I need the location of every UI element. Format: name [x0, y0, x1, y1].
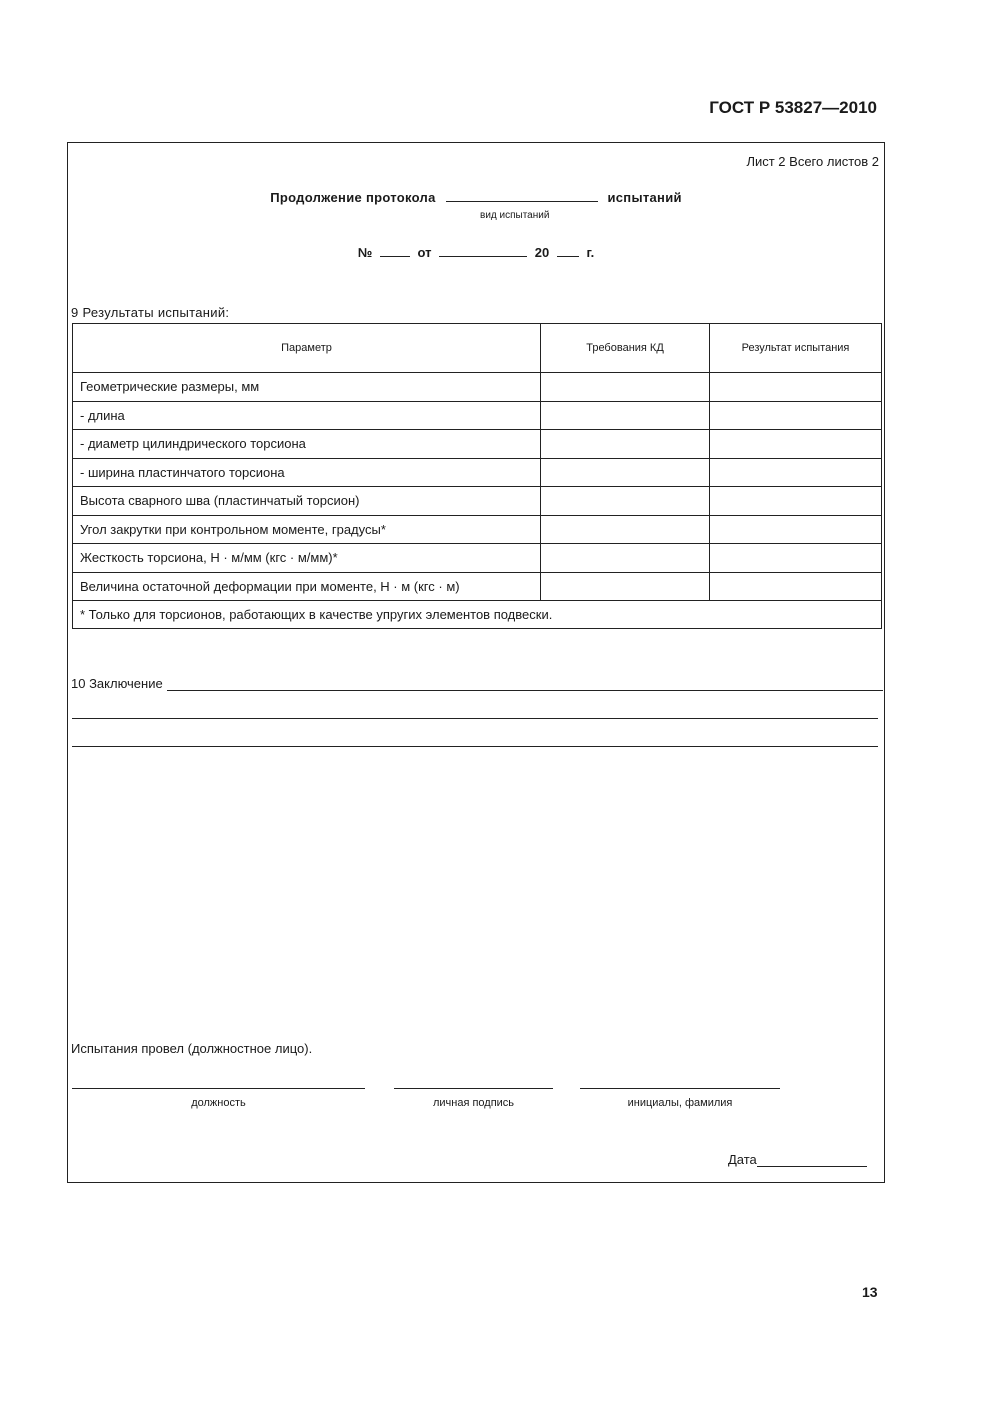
- date-blank[interactable]: [439, 244, 527, 257]
- parameter-cell: - ширина пластинчатого торсиона: [73, 458, 541, 487]
- section-9-title: 9 Результаты испытаний:: [71, 305, 230, 320]
- result-cell[interactable]: [710, 458, 882, 487]
- from-label: от: [417, 245, 432, 260]
- protocol-form: [67, 142, 885, 1183]
- requirement-cell[interactable]: [541, 515, 710, 544]
- result-cell[interactable]: [710, 572, 882, 601]
- result-cell[interactable]: [710, 401, 882, 430]
- table-row: [73, 430, 882, 459]
- signature-line[interactable]: [394, 1088, 553, 1089]
- table-row: [73, 544, 882, 573]
- parameter-cell: Жесткость торсиона, Н · м/мм (кгс · м/мм)*: [73, 544, 541, 573]
- parameter-cell: - диаметр цилиндрического торсиона: [73, 430, 541, 459]
- name-caption: инициалы, фамилия: [627, 1097, 733, 1109]
- year-suffix: г.: [586, 245, 595, 260]
- result-cell[interactable]: [710, 544, 882, 573]
- conclusion-line[interactable]: [167, 676, 883, 691]
- sheet-info: Лист 2 Всего листов 2: [746, 154, 879, 169]
- table-row: [73, 487, 882, 516]
- section-10-title: 10 Заключение: [71, 676, 163, 691]
- conclusion-line[interactable]: [72, 718, 878, 719]
- parameter-cell: Угол закрутки при контрольном моменте, градусы*: [73, 515, 541, 544]
- parameter-cell: Геометрические размеры, мм: [73, 373, 541, 402]
- date-field: [728, 1152, 867, 1167]
- signature-caption: личная подпись: [432, 1097, 515, 1109]
- table-row: [73, 401, 882, 430]
- requirement-cell[interactable]: [541, 572, 710, 601]
- protocol-number-line: [68, 244, 884, 260]
- header-result: Результат испытания: [710, 324, 882, 373]
- page-number: 13: [862, 1284, 878, 1300]
- number-sign: №: [357, 245, 373, 260]
- requirement-cell[interactable]: [541, 401, 710, 430]
- position-line[interactable]: [72, 1088, 365, 1089]
- conclusion-line[interactable]: [72, 746, 878, 747]
- date-label: Дата: [728, 1152, 757, 1167]
- year-prefix: 20: [534, 245, 550, 260]
- table-row: [73, 373, 882, 402]
- test-type-blank[interactable]: [446, 189, 598, 202]
- result-cell[interactable]: [710, 487, 882, 516]
- results-table: [72, 323, 882, 629]
- requirement-cell[interactable]: [541, 544, 710, 573]
- footnote-row: [73, 601, 882, 629]
- test-type-caption: вид испытаний: [480, 210, 550, 221]
- parameter-cell: Величина остаточной деформации при моменте, Н · м (кгс · м): [73, 572, 541, 601]
- table-row: [73, 458, 882, 487]
- requirement-cell[interactable]: [541, 430, 710, 459]
- result-cell[interactable]: [710, 373, 882, 402]
- table-row: [73, 572, 882, 601]
- requirement-cell[interactable]: [541, 487, 710, 516]
- name-line[interactable]: [580, 1088, 780, 1089]
- tested-by-label: Испытания провел (должностное лицо).: [71, 1041, 313, 1056]
- requirement-cell[interactable]: [541, 458, 710, 487]
- requirement-cell[interactable]: [541, 373, 710, 402]
- parameter-cell: Высота сварного шва (пластинчатый торсион): [73, 487, 541, 516]
- date-line[interactable]: [757, 1152, 867, 1167]
- header-parameter: Параметр: [73, 324, 541, 373]
- position-caption: должность: [191, 1097, 246, 1109]
- header-requirements: Требования КД: [541, 324, 710, 373]
- standard-number: ГОСТ Р 53827—2010: [709, 98, 877, 117]
- result-cell[interactable]: [710, 515, 882, 544]
- title-right: испытаний: [607, 190, 682, 205]
- section-10: [71, 676, 883, 691]
- title-left: Продолжение протокола: [270, 190, 436, 205]
- protocol-title: [68, 189, 884, 205]
- table-row: [73, 515, 882, 544]
- parameter-cell: - длина: [73, 401, 541, 430]
- number-blank[interactable]: [380, 244, 410, 257]
- table-footnote: * Только для торсионов, работающих в качестве упругих элементов подвески.: [73, 601, 882, 629]
- result-cell[interactable]: [710, 430, 882, 459]
- year-blank[interactable]: [557, 244, 579, 257]
